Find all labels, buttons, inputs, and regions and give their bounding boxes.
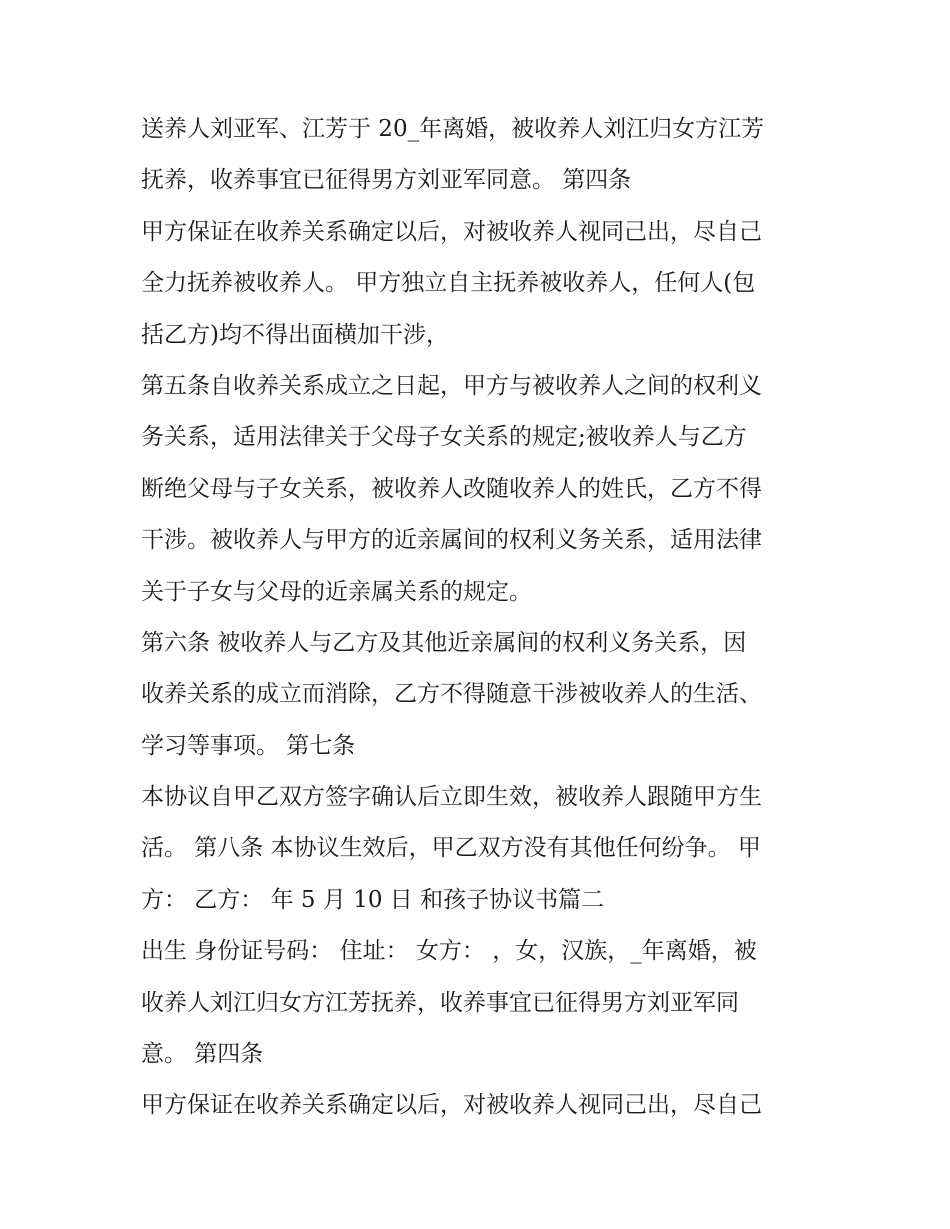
text-line: 关于子女与父母的近亲属关系的规定。: [141, 578, 532, 605]
text-line: 断绝父母与子女关系，被收养人改随收养人的姓氏，乙方不得: [141, 475, 762, 502]
text-line: 干涉。被收养人与甲方的近亲属间的权利义务关系，适用法律: [141, 527, 762, 554]
text-line: 全力抚养被收养人。 甲方独立自主抚养被收养人，任何人(包: [141, 270, 756, 297]
text-line: 学习等事项。 第七条: [141, 732, 356, 759]
text-line: 括乙方)均不得出面横加干涉，: [141, 321, 449, 348]
text-line: 活。 第八条 本协议生效后，甲乙双方没有其他任何纷争。 甲: [141, 835, 761, 862]
text-line: 方： 乙方： 年 5 月 10 日 和孩子协议书篇二: [141, 886, 605, 913]
text-line: 第五条自收养关系成立之日起，甲方与被收养人之间的权利义: [141, 372, 762, 399]
text-line: 意。 第四条: [141, 1041, 264, 1068]
text-line: 抚养，收养事宜已征得男方刘亚军同意。 第四条: [141, 167, 632, 194]
text-line: 送养人刘亚军、江芳于 20_年离婚，被收养人刘江归女方江芳: [141, 116, 765, 142]
text-line: 务关系，适用法律关于父母子女关系的规定;被收养人与乙方: [141, 424, 747, 451]
text-line: 出生 身份证号码： 住址： 女方： ，女，汉族，_年离婚，被: [141, 938, 757, 965]
text-line: 甲方保证在收养关系确定以后，对被收养人视同己出，尽自己: [141, 1092, 762, 1119]
text-line: 第六条 被收养人与乙方及其他近亲属间的权利义务关系，因: [141, 629, 747, 656]
document-body: [141, 104, 821, 1132]
text-line: 收养人刘江归女方江芳抚养，收养事宜已征得男方刘亚军同: [141, 989, 739, 1016]
text-line: 甲方保证在收养关系确定以后，对被收养人视同己出，尽自己: [141, 218, 762, 245]
text-line: 本协议自甲乙双方签字确认后立即生效，被收养人跟随甲方生: [141, 784, 762, 811]
text-line: 收养关系的成立而消除，乙方不得随意干涉被收养人的生活、: [141, 681, 762, 708]
